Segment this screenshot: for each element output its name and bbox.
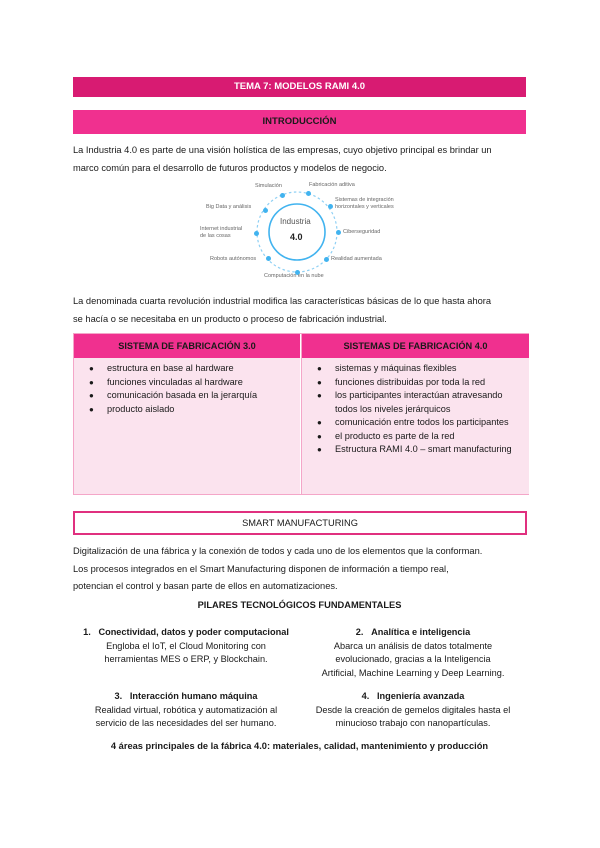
- smart-line: Los procesos integrados en el Smart Manufacturing disponen de información a tiempo real,: [73, 563, 449, 574]
- intro-paragraph: [73, 142, 529, 177]
- comparison-heading-3-0: SISTEMA DE FABRICACIÓN 3.0: [74, 334, 300, 358]
- list-item-text: producto aislado: [107, 403, 175, 414]
- diagram-label: Sistemas de integración: [335, 197, 394, 203]
- pilar-text: herramientas MES o ERP, y Blockchain.: [104, 654, 268, 664]
- pilar-heading: [300, 626, 526, 640]
- industria-diagram: [200, 180, 400, 284]
- comparison-table: [73, 333, 529, 495]
- diagram-node-dot: [254, 231, 259, 236]
- bullet-icon: ●: [317, 391, 322, 400]
- diagram-label: Fabricación aditiva: [309, 182, 355, 188]
- diagram-label: Robots autónomos: [210, 256, 257, 262]
- pilar-text: Desde la creación de gemelos digitales hasta el: [315, 704, 511, 715]
- diagram-label: Ciberseguridad: [343, 229, 381, 235]
- list-item-text: comunicación entre todos los participantes: [335, 417, 509, 427]
- bullet-icon: ●: [317, 445, 322, 454]
- list-item-text: comunicación basada en la jerarquía: [107, 390, 258, 400]
- pilar-item: [300, 626, 526, 680]
- diagram-center-value: 4.0: [290, 232, 303, 242]
- bullet-icon: ●: [89, 377, 94, 387]
- comparison-list-4-0: [302, 358, 529, 494]
- diagram-label: Realidad aumentada: [331, 256, 382, 262]
- pilar-title: Interacción humano máquina: [129, 691, 258, 701]
- bullet-icon: ●: [317, 364, 322, 373]
- diagram-label: Big Data y análisis: [206, 204, 252, 210]
- pilar-text: Realidad virtual, robótica y automatización al: [94, 704, 278, 715]
- bullet-icon: ●: [89, 391, 94, 400]
- list-item: [302, 416, 529, 430]
- areas-principales-text: 4 áreas principales de la fábrica 4.0: materiales, calidad, mantenimiento y producción: [110, 741, 489, 751]
- smart-paragraph: [73, 543, 529, 596]
- list-item-text: funciones distribuidas por toda la red: [335, 376, 486, 387]
- list-item-text: el producto es parte de la red: [335, 430, 455, 441]
- pilar-item: [300, 690, 526, 731]
- list-item-text: funciones vinculadas al hardware: [107, 376, 243, 387]
- pilar-number: 3.: [114, 691, 123, 701]
- smart-line: potencian el control y basan parte de ellos en automatizaciones.: [73, 581, 338, 591]
- diagram-node-dot: [306, 191, 311, 196]
- diagram-node-dot: [324, 257, 329, 262]
- list-item: [302, 430, 529, 444]
- diagram-node-dot: [266, 256, 271, 261]
- pilar-text: Artificial, Machine Learning y Deep Learning.: [321, 667, 505, 678]
- list-item: [74, 362, 300, 376]
- list-item: [302, 362, 529, 376]
- diagram-label: Computación en la nube: [264, 273, 324, 279]
- diagram-label: Internet industrial: [200, 226, 243, 232]
- document-title: TEMA 7: MODELOS RAMI 4.0: [73, 77, 526, 97]
- pilar-item: [73, 690, 299, 731]
- pilar-title: Ingeniería avanzada: [377, 691, 465, 701]
- diagram-node-dot: [336, 230, 341, 235]
- list-item: [302, 443, 529, 457]
- list-item-text: estructura en base al hardware: [107, 363, 234, 373]
- pilares-heading: PILARES TECNOLÓGICOS FUNDAMENTALES: [197, 600, 402, 610]
- bullet-icon: ●: [317, 418, 322, 427]
- diagram-label: de las cosas: [200, 233, 231, 239]
- pilar-title: Analítica e inteligencia: [371, 627, 471, 637]
- diagram-label: Simulación: [255, 183, 282, 189]
- pilar-title: Conectividad, datos y poder computacional: [98, 627, 289, 637]
- pilar-text: Engloba el IoT, el Cloud Monitoring con: [106, 640, 266, 651]
- comparison-list-3-0: [74, 358, 300, 494]
- bullet-icon: ●: [317, 431, 322, 441]
- intro-line: marco común para el desarrollo de futuros productos y modelos de negocio.: [73, 162, 387, 173]
- list-item: [74, 403, 300, 417]
- pilar-text: Abarca un análisis de datos totalmente: [333, 640, 493, 651]
- intro-line: La Industria 4.0 es parte de una visión holística de las empresas, cuyo objetivo principal es brindar un: [73, 145, 492, 155]
- cuarta-line: se hacía o se necesitaba en un producto o proceso de fabricación industrial.: [73, 313, 387, 324]
- pilar-text: minucioso trabajo con nanopartículas.: [335, 718, 491, 728]
- comparison-heading-4-0: SISTEMAS DE FABRICACIÓN 4.0: [302, 334, 529, 358]
- pilar-heading: [73, 626, 299, 640]
- pilar-number: 4.: [361, 691, 370, 701]
- list-item: [302, 376, 529, 390]
- pilar-number: 1.: [83, 627, 91, 637]
- comparison-column-4-0: [301, 334, 529, 494]
- bullet-icon: ●: [89, 364, 94, 373]
- diagram-node-dot: [263, 208, 268, 213]
- pilar-item: [73, 626, 299, 667]
- section-heading-introduccion: INTRODUCCIÓN: [73, 110, 526, 134]
- diagram-center-title: Industria: [280, 217, 311, 226]
- section-heading-smart-manufacturing: SMART MANUFACTURING: [73, 511, 527, 535]
- pilar-text: evolucionado, gracias a la Inteligencia: [335, 654, 491, 664]
- diagram-label: horizontales y verticales: [335, 204, 394, 210]
- list-item-text: los participantes interactúan atravesando todos los niveles jerárquicos: [335, 390, 503, 414]
- list-item-text: sistemas y máquinas flexibles: [335, 363, 457, 373]
- pilar-heading: [300, 690, 526, 704]
- cuarta-revolucion-paragraph: [73, 293, 529, 328]
- diagram-node-dot: [280, 193, 285, 198]
- list-item-text: Estructura RAMI 4.0 – smart manufacturing: [335, 444, 512, 454]
- smart-line: Digitalización de una fábrica y la conexión de todos y cada uno de los elementos que la conforman.: [73, 546, 483, 556]
- pilar-heading: [73, 690, 299, 704]
- diagram-node-dot: [328, 204, 333, 209]
- pilar-text: servicio de las necesidades del ser humano.: [95, 718, 277, 728]
- cuarta-line: La denominada cuarta revolución industrial modifica las características básicas de lo que hasta ahora: [73, 296, 492, 306]
- list-item: [74, 389, 300, 403]
- comparison-column-3-0: [74, 334, 300, 494]
- bullet-icon: ●: [89, 404, 94, 414]
- bullet-icon: ●: [317, 377, 322, 387]
- list-item: [74, 376, 300, 390]
- list-item: [302, 389, 529, 416]
- pilar-number: 2.: [355, 627, 364, 637]
